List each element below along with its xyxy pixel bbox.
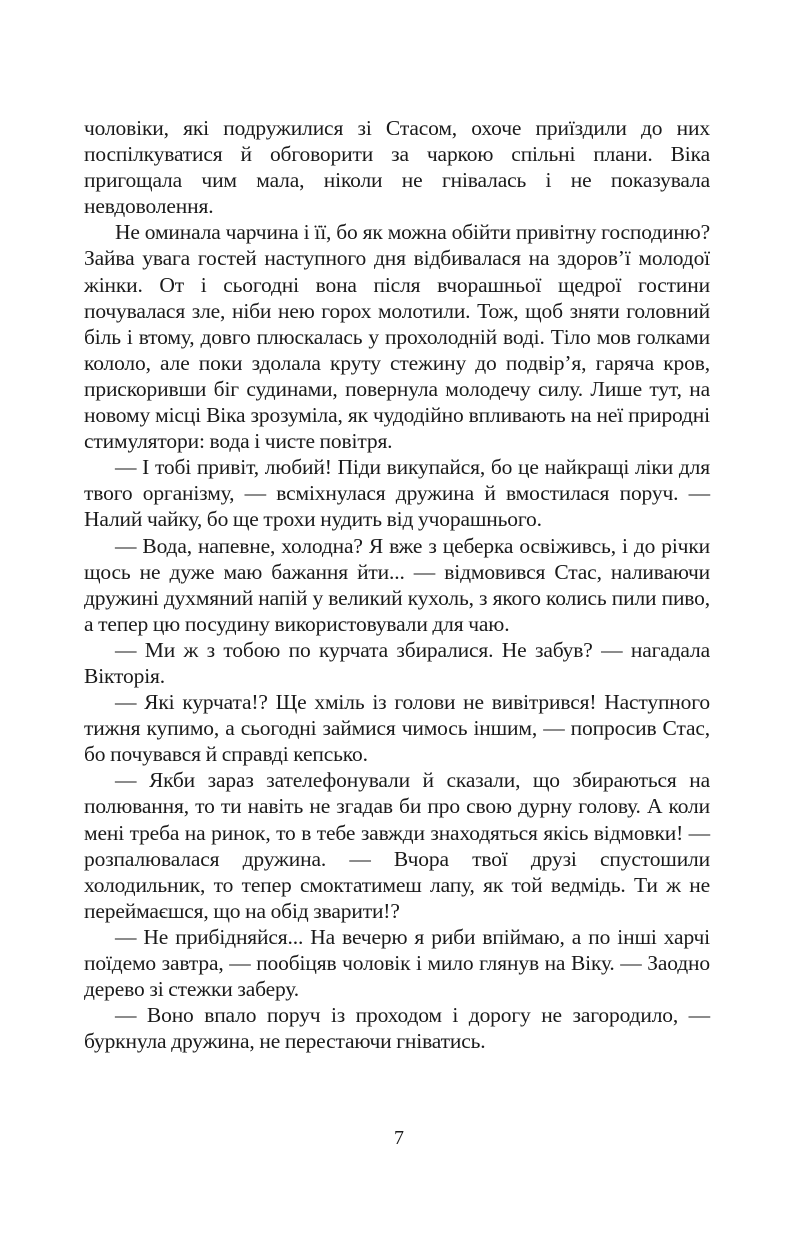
paragraph: — Воно впало поруч із проходом і дорогу не загородило, — буркнула дружина, не перестаючи гніватись. <box>84 1003 710 1054</box>
paragraph: Не оминала чарчина і її, бо як можна обійти привітну господиню? Зайва увага гостей наступного дня відбивалася на здоров’ї молодої жінки. От і сьогодні вона після вчорашньої щедрої гостини почувалася зле, ніби нею горох молотили. Тож, щоб зняти головний біль і втому, довго плюскалась у прохолодній воді. Тіло мов голками кололо, але поки здолала круту стежину до подвір’я, гаряча кров, прискоривши біг судинами, повернула молодечу силу. Лише тут, на новому місці Віка зрозуміла, як чудодійно впливають на неї природні стимулятори: вода і чисте повітря. <box>84 220 710 454</box>
paragraph: чоловіки, які подружилися зі Стасом, охоче приїздили до них поспілкуватися й обговорити за чаркою спільні плани. Віка пригощала чим мала, ніколи не гнівалась і не показувала невдоволення. <box>84 116 710 219</box>
paragraph: — Не прибідняйся... На вечерю я риби впіймаю, а по інші харчі поїдемо завтра, — пообіцяв чоловік і мило глянув на Віку. — Заодно дерево зі стежки заберу. <box>84 924 710 1002</box>
paragraph: — Вода, напевне, холодна? Я вже з цеберка освіживсь, і до річки щось не дуже маю бажання йти... — відмовився Стас, наливаючи дружині духмяний напій у великий кухоль, з якого колись пили пиво, а тепер цю посудину використовували для чаю. <box>84 533 710 636</box>
page-number: 7 <box>394 1127 404 1149</box>
paragraph: — Які курчата!? Ще хміль із голови не вивітрився! Наступного тижня купимо, а сьогодні займися чимось іншим, — попросив Стас, бо почувався й справді кепсько. <box>84 690 710 767</box>
paragraph: — Якби зараз зателефонували й сказали, що збираються на полювання, то ти навіть не згадав би про свою дурну голову. А коли мені треба на ринок, то в тебе завжди знаходяться якісь відмовки! — розпалювалася дружина. — Вчора твої друзі спустошили холодильник, то тепер смоктатимеш лапу, як той ведмідь. Ти ж не переймаєшся, що на обід зварити!? <box>84 768 710 923</box>
paragraph: — І тобі привіт, любий! Піди викупайся, бо це найкращі ліки для твого організму, — всміхнулася дружина й вмостилася поруч. — Налий чайку, бо ще трохи нудить від учорашнього. <box>84 455 710 532</box>
paragraph: — Ми ж з тобою по курчата збиралися. Не забув? — нагадала Вікторія. <box>84 637 710 688</box>
body-text <box>84 115 710 1054</box>
